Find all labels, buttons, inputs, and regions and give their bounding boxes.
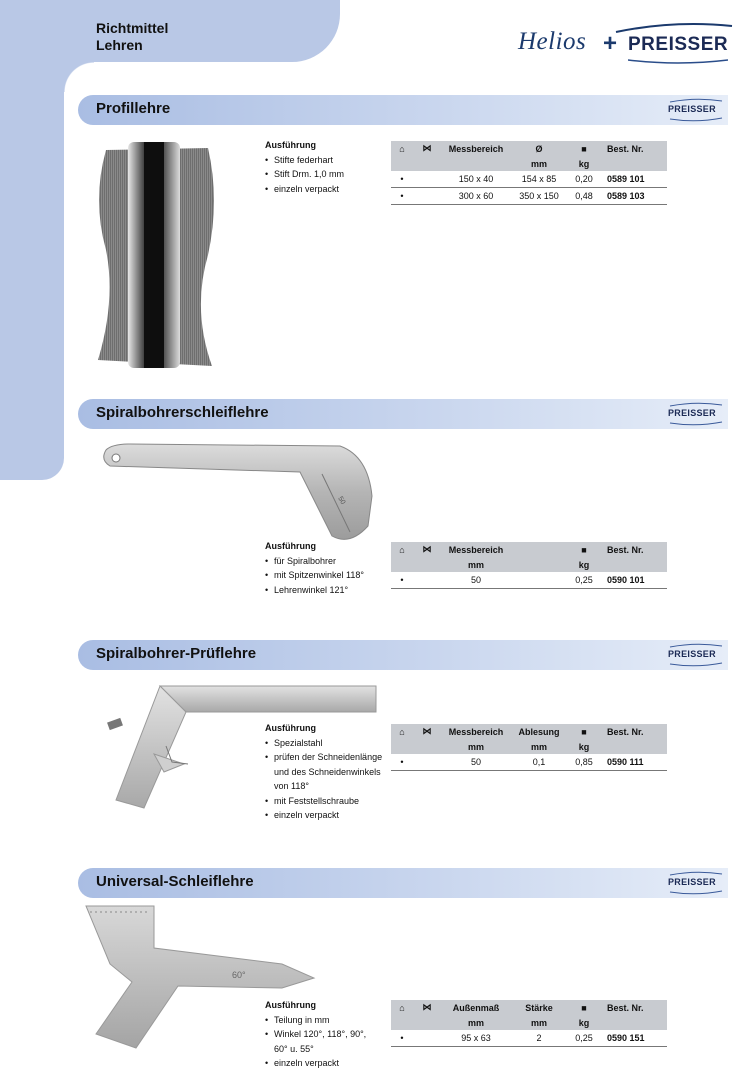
- table-row: [391, 171, 667, 188]
- table-row: [391, 1030, 667, 1047]
- cell: 95 x 63: [441, 1030, 511, 1047]
- header-cell: Best. Nr.: [607, 726, 644, 737]
- order-number: 0590 101: [601, 572, 667, 589]
- header-cell: Stärke: [525, 1002, 553, 1013]
- cell: 0,1: [511, 754, 567, 771]
- ausfuehrung-item: • Stifte federhart: [265, 153, 344, 168]
- header-cell: Messbereich: [448, 143, 504, 154]
- ausfuehrung-universal-schleiflehre: [265, 998, 366, 1071]
- ausfuehrung-item-continued: von 118°: [274, 781, 309, 791]
- profile-gauge-image: [96, 140, 216, 376]
- ausfuehrung-item: • einzeln verpackt: [265, 808, 382, 823]
- ausfuehrung-item: • einzeln verpackt: [265, 1056, 366, 1071]
- cell: 0,20: [567, 171, 601, 188]
- spec-table-universal-schleiflehre: [391, 1000, 667, 1047]
- ausfuehrung-item-continued: und des Schneidenwinkels: [274, 766, 381, 777]
- svg-text:50: 50: [336, 495, 347, 506]
- corner-band: [0, 0, 340, 62]
- logo-helios: Helios: [518, 28, 587, 55]
- ausfuehrung-item: • einzeln verpackt: [265, 182, 344, 197]
- row-bullet: •: [391, 754, 413, 771]
- cell: 0,25: [567, 1030, 601, 1047]
- spec-table-spiralbohrerschleiflehre: [391, 542, 667, 589]
- bar-brand-logo: [668, 98, 724, 122]
- ausfuehrung-item: • Spezialstahl: [265, 736, 382, 751]
- logo-swoosh-icon: [614, 22, 734, 34]
- row-bullet: •: [391, 188, 413, 205]
- header-cell: Best. Nr.: [607, 143, 644, 154]
- bowtie-icon: ⋈: [422, 143, 432, 153]
- section-bar-profillehre: [78, 95, 728, 125]
- table-header-row: [391, 724, 667, 739]
- ausfuehrung-heading: Ausführung: [265, 140, 316, 150]
- ausfuehrung-heading: Ausführung: [265, 541, 316, 551]
- cell: 50: [441, 754, 511, 771]
- weight-icon: ■: [581, 1002, 587, 1013]
- logo-preisser: PREISSER: [628, 34, 729, 55]
- table-row: [391, 754, 667, 771]
- section-title: Universal-Schleiflehre: [96, 873, 254, 890]
- bar-brand-name: PREISSER: [668, 104, 716, 114]
- header-cell: [511, 557, 567, 572]
- bar-brand-logo: [668, 643, 724, 667]
- header-cell: Best. Nr.: [607, 544, 644, 555]
- ausfuehrung-profillehre: [265, 138, 344, 196]
- table-row: [391, 188, 667, 205]
- table-header-row: [391, 1015, 667, 1030]
- cell: 0,25: [567, 572, 601, 589]
- bar-brand-name: PREISSER: [668, 877, 716, 887]
- table-row: [391, 572, 667, 589]
- cell: 2: [511, 1030, 567, 1047]
- weight-icon: ■: [581, 544, 587, 555]
- bar-brand-name: PREISSER: [668, 649, 716, 659]
- section-bar-spiralbohrerschleiflehre: [78, 399, 728, 429]
- spec-table-profillehre: [391, 141, 667, 205]
- header-cell: Außenmaß: [452, 1002, 500, 1013]
- section-title: Spiralbohrerschleiflehre: [96, 404, 269, 421]
- order-number: 0590 111: [601, 754, 667, 771]
- bar-brand-name: PREISSER: [668, 408, 716, 418]
- table-header-row: [391, 542, 667, 557]
- bowtie-icon: ⋈: [422, 544, 432, 554]
- drill-grinding-gauge-image: [100, 436, 380, 548]
- order-number: 0589 101: [601, 171, 667, 188]
- header-cell: Messbereich: [448, 544, 504, 555]
- cell: 350 x 150: [511, 188, 567, 205]
- header-cell: mm: [530, 741, 547, 752]
- row-bullet: •: [391, 171, 413, 188]
- header-cell: mm: [530, 1017, 547, 1028]
- ausfuehrung-item: • Winkel 120°, 118°, 90°,: [265, 1027, 366, 1042]
- ausfuehrung-item: • für Spiralbohrer: [265, 554, 364, 569]
- side-band: [0, 0, 64, 480]
- ausfuehrung-item: • Stift Drm. 1,0 mm: [265, 167, 344, 182]
- page-title: [96, 20, 168, 54]
- cell: [511, 572, 567, 589]
- logo-underline-icon: [628, 58, 728, 66]
- ausfuehrung-item: • mit Feststellschraube: [265, 794, 382, 809]
- header-cell: kg: [578, 158, 590, 169]
- home-icon: ⌂: [399, 1002, 405, 1013]
- cell: 0,48: [567, 188, 601, 205]
- bar-brand-logo: [668, 871, 724, 895]
- title-line-2: Lehren: [96, 37, 143, 53]
- ausfuehrung-spiralbohrerschleiflehre: [265, 539, 364, 597]
- ausfuehrung-heading: Ausführung: [265, 723, 316, 733]
- row-bullet: •: [391, 1030, 413, 1047]
- cell: 50: [441, 572, 511, 589]
- cell: 154 x 85: [511, 171, 567, 188]
- spec-table-spiralbohrer-prueflehre: [391, 724, 667, 771]
- cell: 0,85: [567, 754, 601, 771]
- header-cell: mm: [467, 559, 484, 570]
- header-cell: kg: [578, 559, 590, 570]
- header-cell: mm: [467, 741, 484, 752]
- section-title: Spiralbohrer-Prüflehre: [96, 645, 257, 662]
- order-number: 0590 151: [601, 1030, 667, 1047]
- logo-plus: +: [603, 30, 618, 57]
- ausfuehrung-item: • Lehrenwinkel 121°: [265, 583, 364, 598]
- header-cell: [511, 542, 567, 557]
- header-cell: Ø: [535, 143, 543, 154]
- bowtie-icon: ⋈: [422, 726, 432, 736]
- section-title: Profillehre: [96, 100, 171, 117]
- brand-logo: [518, 22, 732, 70]
- home-icon: ⌂: [399, 143, 405, 154]
- table-header-row: [391, 1000, 667, 1015]
- ausfuehrung-heading: Ausführung: [265, 1000, 316, 1010]
- table-header-row: [391, 739, 667, 754]
- table-header-row: [391, 557, 667, 572]
- order-number: 0589 103: [601, 188, 667, 205]
- ausfuehrung-spiralbohrer-prueflehre: [265, 721, 382, 823]
- table-header-row: [391, 156, 667, 171]
- bar-brand-logo: [668, 402, 724, 426]
- table-header-row: [391, 141, 667, 156]
- ausfuehrung-item: • mit Spitzenwinkel 118°: [265, 568, 364, 583]
- ausfuehrung-item-continued: 60° u. 55°: [274, 1043, 314, 1054]
- cell: 150 x 40: [441, 171, 511, 188]
- title-line-1: Richtmittel: [96, 20, 169, 36]
- weight-icon: ■: [581, 143, 587, 154]
- bowtie-icon: ⋈: [422, 1002, 432, 1012]
- section-bar-universal-schleiflehre: [78, 868, 728, 898]
- svg-text:60°: 60°: [232, 970, 246, 980]
- header-cell: kg: [578, 741, 590, 752]
- weight-icon: ■: [581, 726, 587, 737]
- header-cell: kg: [578, 1017, 590, 1028]
- header-cell: [441, 156, 511, 171]
- header-cell: mm: [530, 158, 547, 169]
- home-icon: ⌂: [399, 544, 405, 555]
- ausfuehrung-item: • prüfen der Schneidenlänge: [265, 750, 382, 765]
- home-icon: ⌂: [399, 726, 405, 737]
- cell: 300 x 60: [441, 188, 511, 205]
- row-bullet: •: [391, 572, 413, 589]
- header-cell: Best. Nr.: [607, 1002, 644, 1013]
- section-bar-spiralbohrer-prueflehre: [78, 640, 728, 670]
- ausfuehrung-item: • Teilung in mm: [265, 1013, 366, 1028]
- header-cell: mm: [467, 1017, 484, 1028]
- header-cell: Ablesung: [518, 726, 560, 737]
- header-cell: Messbereich: [448, 726, 504, 737]
